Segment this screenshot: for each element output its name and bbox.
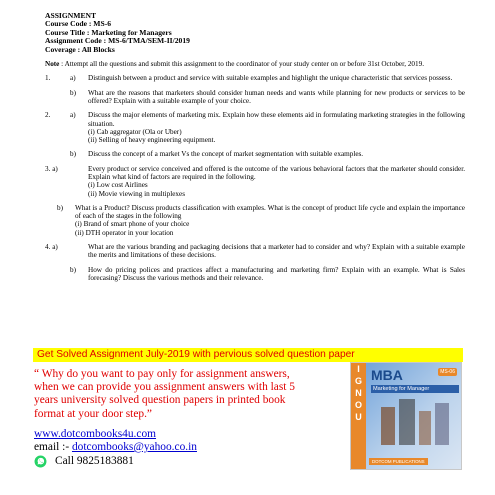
- question-option: (ii) Movie viewing in multiplexes: [88, 189, 186, 198]
- question-option: (i) Cab aggregator (Ola or Uber): [88, 127, 182, 136]
- question-2a: [45, 111, 465, 144]
- assignment-document: [45, 12, 465, 282]
- question-text: How do pricing polices and practices affect a manufacturing and marketing firm? Explain with an example. What is Sales forecasing? Discuss the various methods and their relevance.: [88, 265, 465, 282]
- assignment-code: Assignment Code : MS-6/TMA/SEM-II/2019: [45, 36, 190, 46]
- question-part: b): [70, 150, 76, 159]
- book-cover: [350, 362, 462, 470]
- question-4b: [45, 266, 465, 283]
- note-text: : Attempt all the questions and submit this assignment to the coordinator of your study center on or before 31st October, 2019.: [61, 60, 424, 69]
- question-part: a): [70, 74, 76, 83]
- book-spine: [351, 363, 366, 469]
- coverage: Coverage : All Blocks: [45, 44, 115, 54]
- question-text: What are the various branding and packaging decisions that a marketer had to consider and why? Explain with a suitable example the merits and limitations of these decisions.: [88, 243, 465, 260]
- course-title: Course Title : Marketing for Managers: [45, 27, 172, 37]
- email-link[interactable]: dotcombooks@yahoo.co.in: [71, 441, 197, 453]
- question-text: Distinguish between a product and service with suitable examples and highlight the unique characteristic that services possess.: [88, 74, 453, 83]
- spine-letter: U: [355, 412, 362, 422]
- question-body: What is a Product? Discuss products classification with examples. What is the concept of product life cycle and explain the importance of each of the stages in the following: [75, 203, 465, 221]
- question-number: 4. a): [45, 243, 58, 252]
- question-part: b): [70, 88, 76, 97]
- promo-banner: Get Solved Assignment July-2019 with pervious solved question paper: [33, 348, 463, 362]
- question-text: [88, 111, 465, 144]
- spine-letter: I: [357, 364, 360, 374]
- spine-letter: G: [354, 376, 362, 386]
- question-3a: [45, 165, 465, 198]
- promo-text: “ Why do you want to pay only for assignment answers, when we can provide you assignment answers with last 5 years university solved question papers in printed book format at your door step.”: [34, 368, 295, 420]
- question-number: 3. a): [45, 164, 58, 173]
- question-text: [88, 165, 465, 198]
- question-body: Every product or service conceived and offered is the outcome of the various behavioral factors that the marketer should consider. Explain what kind of factors are required in the following.: [88, 164, 465, 181]
- note-label: Note: [45, 60, 60, 69]
- email-label: email :-: [34, 441, 72, 453]
- book-illustration: [377, 397, 453, 449]
- question-part: b): [57, 203, 63, 212]
- question-1b: [45, 89, 465, 106]
- phone-number[interactable]: Call 9825183881: [55, 455, 134, 467]
- question-4a: [45, 243, 465, 260]
- email-line: [34, 441, 197, 454]
- question-text: Discuss the concept of a market Vs the concept of market segmentation with suitable examples.: [88, 150, 364, 159]
- header-title: ASSIGNMENT: [45, 11, 97, 20]
- question-body: Discuss the major elements of marketing mix. Explain how these elements aid in formulating marketing strategies in the following situation.: [88, 111, 465, 128]
- phone-line: [34, 454, 134, 468]
- question-2b: [45, 150, 465, 158]
- question-part: a): [70, 111, 76, 120]
- spine-letter: N: [355, 388, 362, 398]
- question-part: b): [70, 265, 76, 274]
- course-code: Course Code : MS-6: [45, 19, 112, 29]
- question-text: What are the reasons that marketers should consider human needs and wants while planning for new products or services to be offered? Explain with a suitable example of your choice.: [88, 88, 465, 105]
- book-title: MBA: [371, 367, 403, 383]
- note: [45, 60, 465, 68]
- question-option: (ii) DTH operator in your location: [75, 228, 174, 237]
- book-publisher: DOTCOM PUBLICATIONS: [369, 458, 428, 465]
- question-option: (i) Brand of smart phone of your choice: [75, 220, 190, 229]
- assignment-header: [45, 12, 465, 54]
- book-subtitle: Marketing for Manager: [371, 385, 459, 393]
- question-option: (ii) Selling of heavy engineering equipment.: [88, 136, 216, 145]
- question-1a: [45, 74, 465, 82]
- whatsapp-icon: [34, 455, 47, 468]
- question-3b: [45, 204, 465, 237]
- question-text: [75, 204, 465, 237]
- book-code: MS-06: [440, 369, 455, 375]
- question-option: (i) Low cost Airlines: [88, 181, 148, 190]
- question-number: 2.: [45, 111, 51, 120]
- spine-letter: O: [354, 400, 362, 410]
- question-number: 1.: [45, 74, 51, 83]
- website-link[interactable]: www.dotcombooks4u.com: [34, 428, 157, 440]
